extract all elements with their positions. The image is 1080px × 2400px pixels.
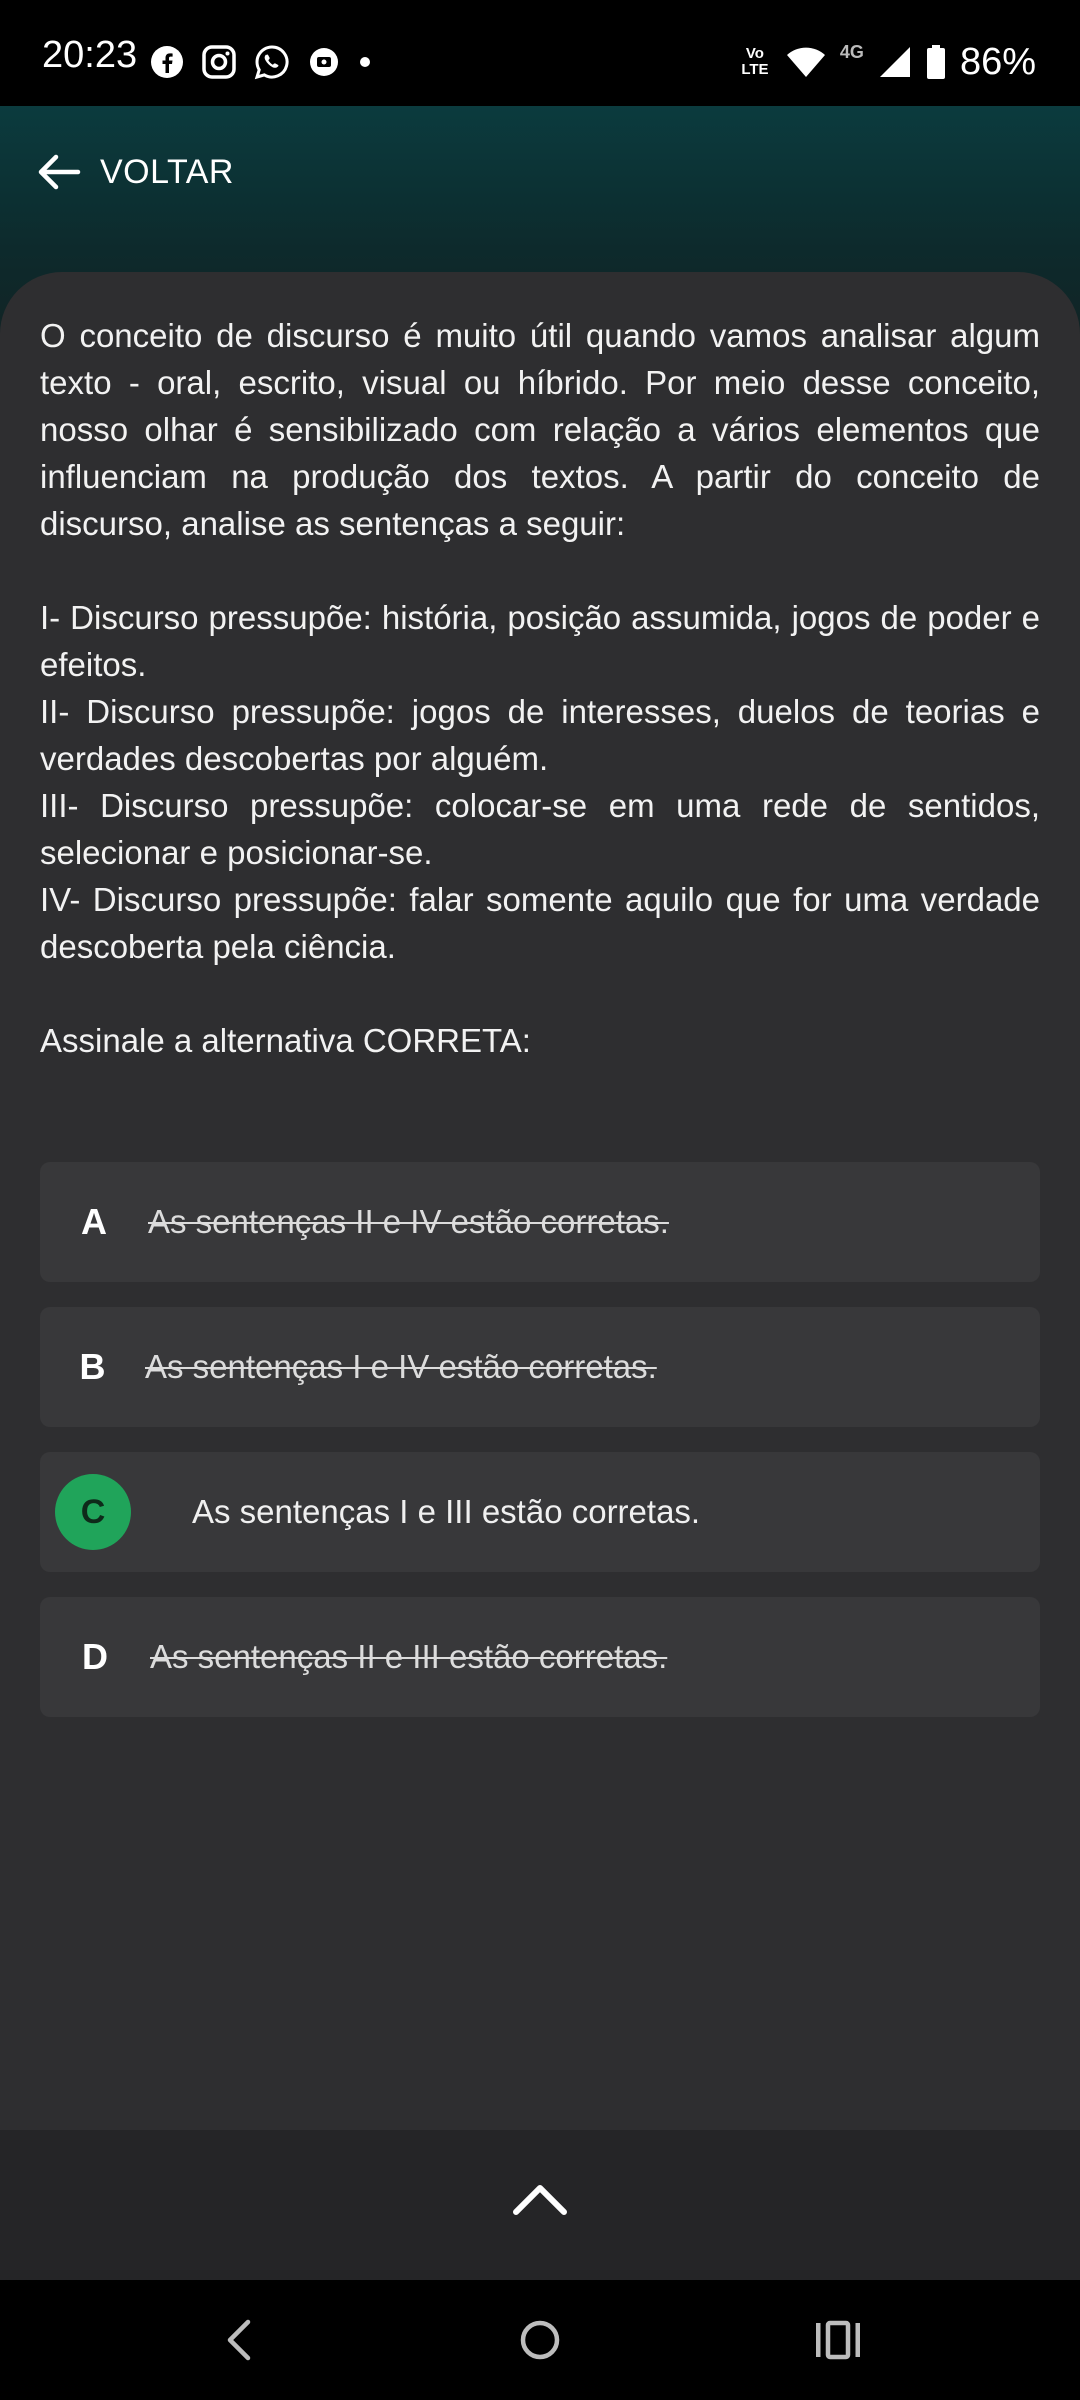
cell-signal-icon [878,45,912,79]
status-bar [0,0,1080,106]
app-notification-icon [308,46,340,78]
option-b[interactable] [40,1307,1040,1427]
statement-1: I- Discurso pressupõe: história, posição assumida, jogos de poder e efeitos. [40,599,1040,683]
option-text: As sentenças I e III estão corretas. [192,1493,701,1530]
nav-home-icon[interactable] [510,2310,570,2370]
back-button[interactable] [36,152,234,192]
system-nav-bar [0,2280,1080,2400]
option-letter: B [79,1346,106,1387]
question-intro: O conceito de discurso é muito útil quando vamos analisar algum texto - oral, escrito, visual ou híbrido. Por meio desse conceito, nosso olhar é sensibilizado com relação a vários elementos que influenciam na produção dos textos. A partir do conceito de discurso, analise as sentenças a seguir: [40,317,1040,542]
nav-back-icon[interactable] [210,2310,270,2370]
arrow-left-icon [36,152,82,192]
system-icons [738,40,1036,84]
volte-indicator: Vo LTE [741,45,769,78]
option-letter: A [81,1201,107,1242]
option-text: As sentenças II e IV estão corretas. [148,1203,669,1240]
question-card [0,272,1080,2130]
battery-icon [926,45,946,79]
back-label: VOLTAR [100,152,234,191]
option-letter: D [82,1636,108,1677]
question-text [40,312,1040,1064]
whatsapp-icon [254,44,290,80]
option-c-selected[interactable] [40,1452,1040,1572]
option-d[interactable] [40,1597,1040,1717]
notification-icons [150,44,372,80]
option-a[interactable] [40,1162,1040,1282]
more-notifications-dot-icon [358,55,372,69]
option-text: As sentenças I e IV estão corretas. [145,1348,657,1385]
facebook-icon [150,45,184,79]
statement-3: III- Discurso pressupõe: colocar-se em uma rede de sentidos, selecionar e posicionar-se. [40,787,1040,871]
network-type: 4G [839,42,864,62]
answer-options [40,1162,1040,1742]
status-time: 20:23 [42,34,138,76]
wifi-icon [786,45,826,79]
option-text: As sentenças II e III estão corretas. [150,1638,668,1675]
battery-level: 86% [959,41,1036,83]
chevron-up-icon[interactable] [512,2172,568,2228]
selected-option-badge: C [55,1474,131,1550]
statement-4: IV- Discurso pressupõe: falar somente aquilo que for uma verdade descoberta pela ciência. [40,881,1040,965]
nav-recents-icon[interactable] [808,2310,868,2370]
question-prompt: Assinale a alternativa CORRETA: [40,1022,531,1059]
instagram-icon [202,45,236,79]
bottom-toolbar [0,2130,1080,2280]
statement-2: II- Discurso pressupõe: jogos de interesses, duelos de teorias e verdades descobertas por alguém. [40,693,1040,777]
